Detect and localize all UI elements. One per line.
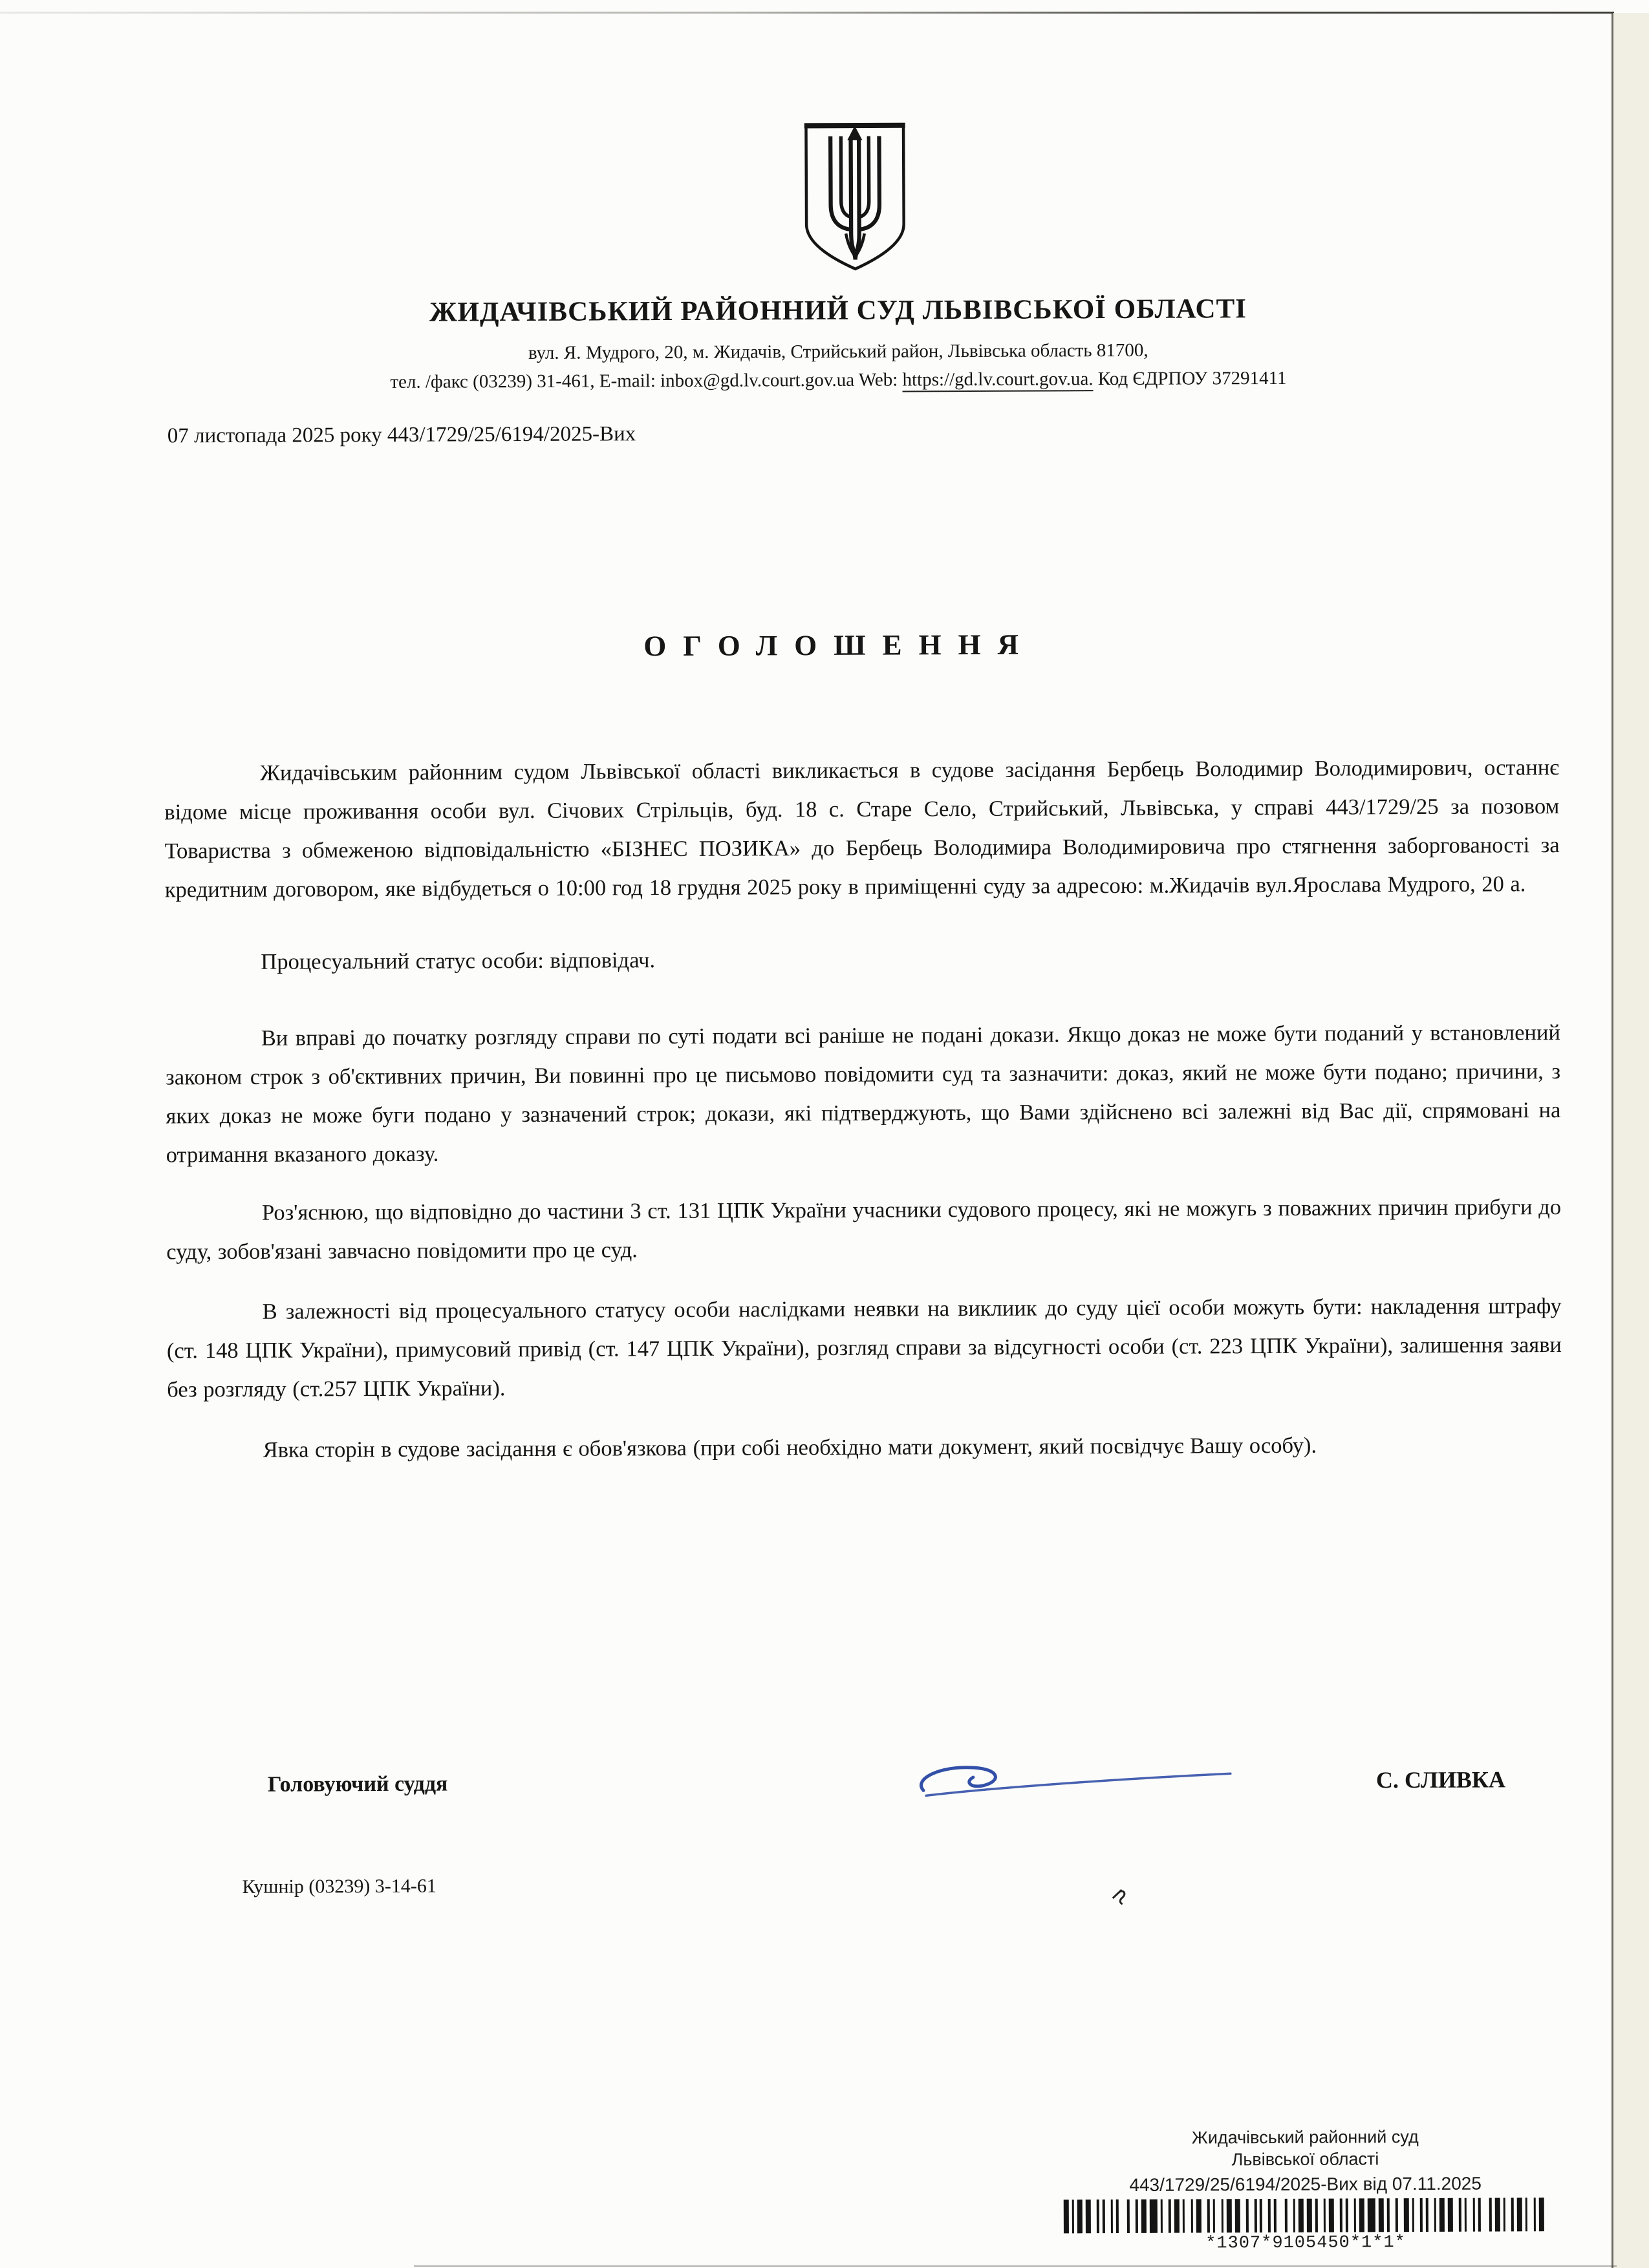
date-and-reference-number: 07 листопада 2025 року 443/1729/25/6194/2025-Вих xyxy=(167,422,636,448)
paragraph-summons: Жидачівським районним судом Львівської області викликається в судове засідання Бербець Володимир Володимирович, останнє відоме місце проживання особи вул. Січових Стрільців, буд. 18 с. Старе Село, Стрийський, Львівська, у справі 443/1729/25 за позовом Товариства з обмеженою відповідальністю «БІЗНЕС ПОЗИКА» до Бербець Володимира Володимировича про стягнення заборгованості за кредитним договором, яке відбудеться о 10:00 год 18 грудня 2025 року в приміщенні суду за адресою: м.Жидачів вул.Ярослава Мудрого, 20 а. xyxy=(164,755,1560,903)
court-website-url: https://gd.lv.court.gov.ua. xyxy=(902,369,1093,392)
clerk-contact-line: Кушнір (03239) 3-14-61 xyxy=(242,1875,436,1898)
letterhead xyxy=(61,0,1613,392)
paragraph-attendance: Явка сторін в судове засідання є обов'язкова (при собі необхідно мати документ, який посвідчує Вашу особу). xyxy=(263,1433,1317,1462)
court-contacts xyxy=(62,367,1614,394)
paragraph-consequences: В залежності від процесуального статусу особи наслідками неявки на виклиик до суду цієї особи можуть бути: накладення штрафу (ст. 148 ЦПК України), примусовий привід (ст. 147 ЦПК України), розгляд справи за відсугності особи (ст. 223 ЦПК України), залишення заяви без розгляду (ст.257 ЦПК України). xyxy=(166,1294,1562,1402)
edrpou-code: Код ЄДРПОУ 37291411 xyxy=(1093,367,1287,390)
court-address: вул. Я. Мудрого, 20, м. Жидачів, Стрийський район, Львівська область 81700, xyxy=(528,339,1148,363)
barcode-value: *1307*9105450*1*1* xyxy=(1205,2233,1406,2254)
document-title: ОГОЛОШЕННЯ xyxy=(643,628,1036,663)
announcement-body xyxy=(164,748,1562,1470)
barcode xyxy=(1064,2198,1547,2233)
judge-signature-ink xyxy=(904,1748,1244,1820)
paragraph-evidence: Ви вправі до початку розгляду справи по суті подати всі раніше не подані докази. Якщо доказ не може бути поданий у встановлений законом строк з об'єктивних причин, Ви повинні про це письмово повідомити суд та зазначити: доказ, який не може бути подано; причини, з яких доказ не може буги подано у зазначений строк; докази, які підтверджують, що Вами здійснено всі залежні від Вас дії, спрямовані на отримання вказаного доказу. xyxy=(166,1020,1561,1168)
court-name: ЖИДАЧІВСЬКИЙ РАЙОННИЙ СУД ЛЬВІВСЬКОЇ ОБЛАСТІ xyxy=(429,294,1247,328)
stamp-outgoing-number: 443/1729/25/6194/2025-Вих від 07.11.2025 xyxy=(1129,2173,1482,2195)
judge-role-label: Головуючий суддя xyxy=(267,1771,448,1797)
judge-name: С. СЛИВКА xyxy=(1375,1766,1506,1793)
paragraph-status: Процесуальний статус особи: відповідач. xyxy=(261,948,656,974)
stray-ink-mark xyxy=(1112,1888,1128,1907)
stamp-court-name-line2: Львівської області xyxy=(1231,2149,1379,2170)
contact-text: тел. /факс (03239) 31-461, E-mail: inbox@gd.lv.court.gov.ua Web: xyxy=(390,369,903,392)
paragraph-article-131: Роз'яснюю, що відповідно до частини 3 ст. 131 ЦПК України учасники судового процесу, які не можугь з поважних причин прибуги до суду, зобов'язані завчасно повідомити про це суд. xyxy=(166,1195,1562,1265)
registration-stamp-block xyxy=(1027,2125,1584,2254)
stamp-court-name-line1: Жидачівський районний суд xyxy=(1191,2127,1419,2148)
ukraine-trident-emblem-icon xyxy=(794,118,916,275)
